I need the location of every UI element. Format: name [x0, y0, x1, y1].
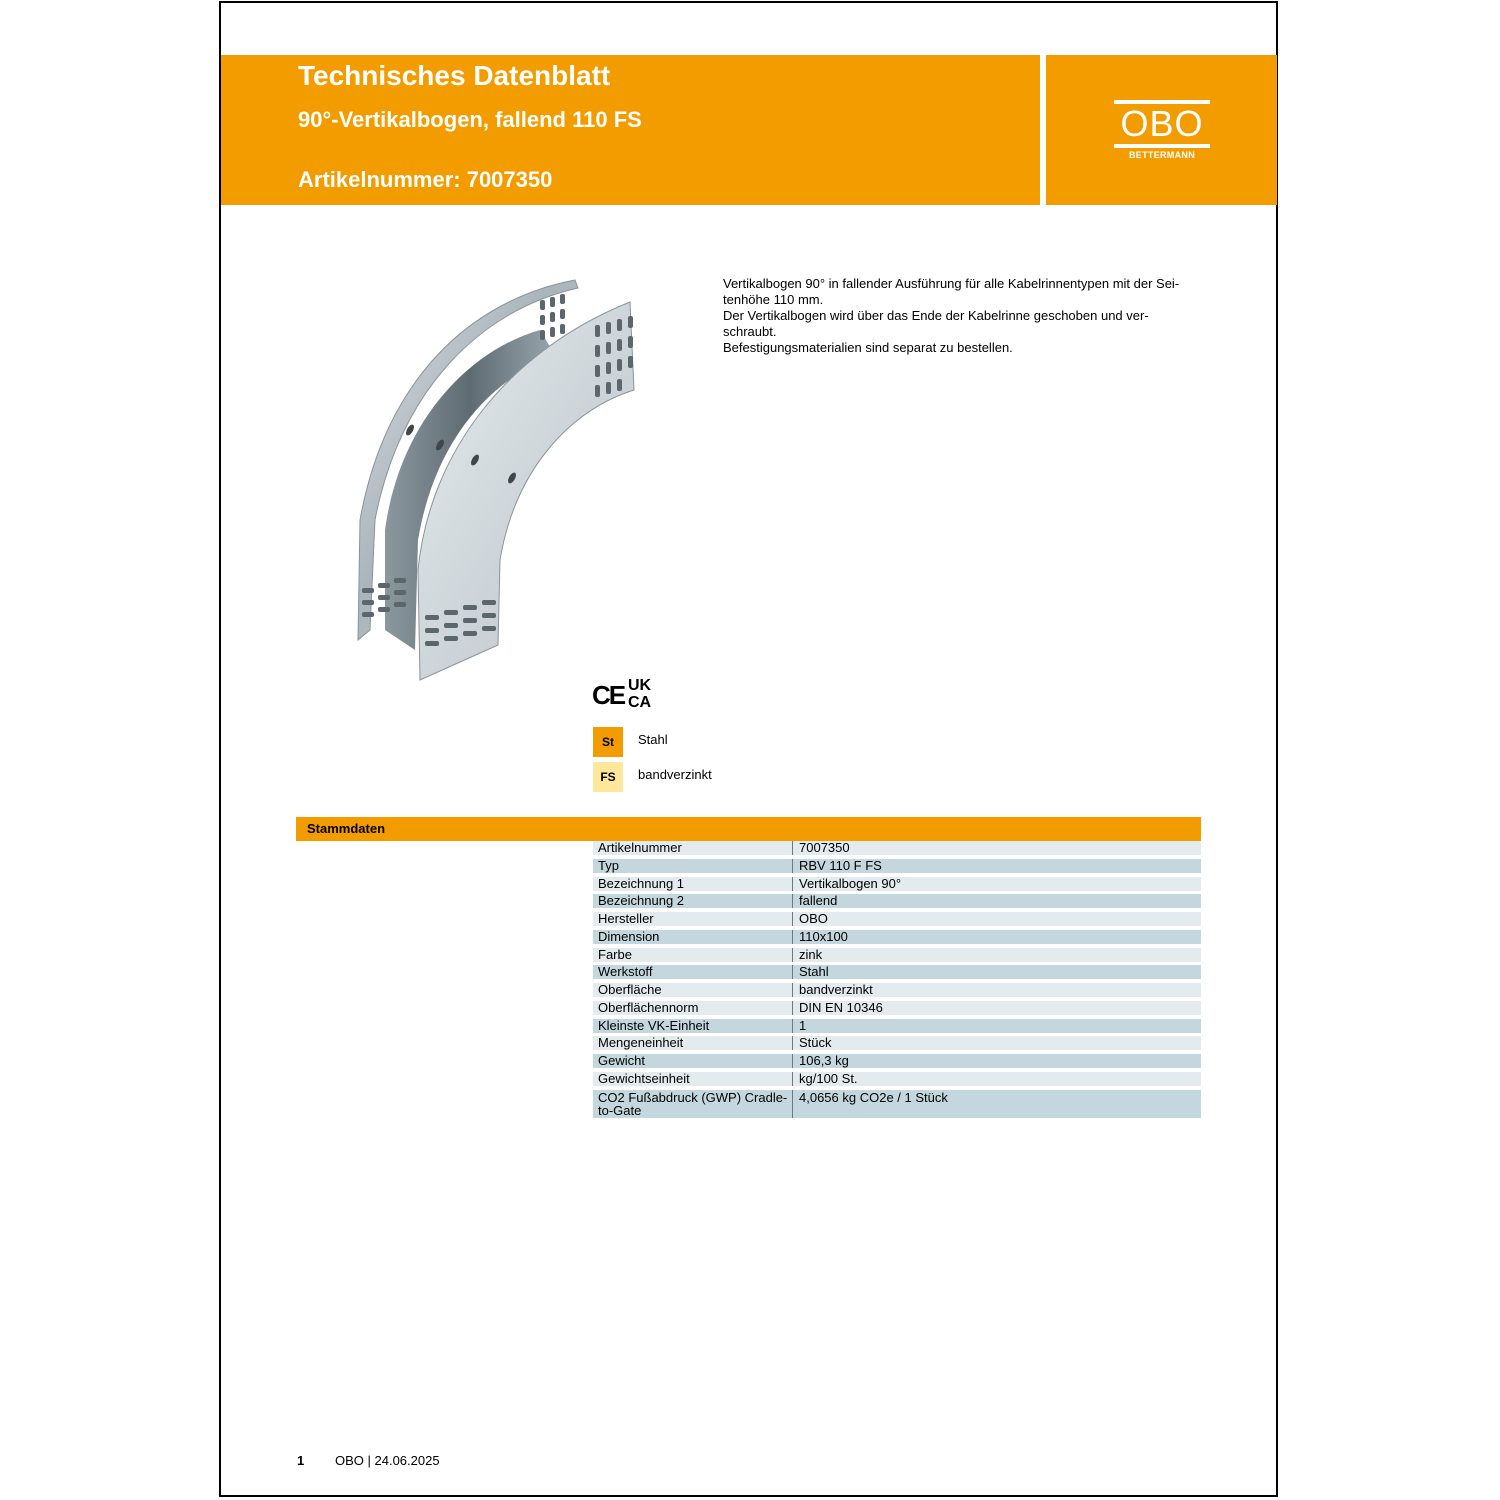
- row-value: 7007350: [799, 840, 850, 855]
- table-row: [593, 948, 1201, 962]
- product-description: [723, 276, 1203, 356]
- row-key: Gewichtseinheit: [593, 1072, 793, 1086]
- row-value: 1: [799, 1017, 807, 1033]
- table-row: [593, 841, 1201, 855]
- description-line: schraubt.: [723, 324, 777, 339]
- table-row: [593, 912, 1201, 926]
- row-value: Stahl: [799, 964, 829, 980]
- table-row: [593, 983, 1201, 997]
- table-row: [593, 965, 1201, 979]
- section-title: Stammdaten: [307, 821, 386, 836]
- table-row: [593, 894, 1201, 908]
- row-value: zink: [799, 946, 823, 962]
- row-key: Oberfläche: [593, 983, 793, 997]
- header-divider: [1040, 55, 1046, 205]
- ukca-mark-bottom: CA: [628, 694, 652, 711]
- spec-table: [593, 841, 1201, 1121]
- obo-logo: [1110, 100, 1214, 164]
- logo-text: OBO: [1120, 103, 1204, 144]
- table-row: [593, 877, 1201, 891]
- table-row: [593, 1036, 1201, 1050]
- row-value: Vertikalbogen 90°: [799, 875, 902, 891]
- description-line: Der Vertikalbogen wird über das Ende der Kabelrinne geschoben und ver-: [723, 308, 1149, 323]
- material-badge-fs: FS: [593, 762, 623, 792]
- material-badge-st: St: [593, 727, 623, 757]
- logo-subtext: BETTERMANN: [1129, 150, 1195, 160]
- row-key: Mengeneinheit: [593, 1036, 793, 1050]
- row-key: Dimension: [593, 930, 793, 944]
- row-key: Kleinste VK-Einheit: [593, 1019, 793, 1033]
- table-row: [593, 1072, 1201, 1086]
- certification-marks: [592, 678, 672, 714]
- row-key: Farbe: [593, 948, 793, 962]
- row-value: kg/100 St.: [799, 1070, 858, 1086]
- footer-text: OBO | 24.06.2025: [335, 1453, 440, 1468]
- product-subtitle: 90°-Vertikalbogen, fallend 110 FS: [298, 107, 642, 132]
- description-line: Vertikalbogen 90° in fallender Ausführung für alle Kabelrinnentypen mit der Sei-: [723, 276, 1180, 291]
- article-number-heading: Artikelnummer: 7007350: [298, 167, 553, 192]
- row-key: Werkstoff: [593, 965, 793, 979]
- row-value: fallend: [799, 893, 838, 909]
- row-value: bandverzinkt: [799, 982, 873, 997]
- description-line: tenhöhe 110 mm.: [723, 292, 824, 307]
- row-value: 4,0656 kg CO2e / 1 Stück: [799, 1089, 948, 1105]
- table-row: [593, 1019, 1201, 1033]
- table-row: [593, 930, 1201, 944]
- row-value: RBV 110 F FS: [799, 857, 882, 873]
- row-value: DIN EN 10346: [799, 999, 883, 1015]
- row-key: Oberflächennorm: [593, 1001, 793, 1015]
- description-line: Befestigungsmaterialien sind separat zu bestellen.: [723, 340, 1013, 355]
- page-title: Technisches Datenblatt: [298, 60, 611, 91]
- section-header-bar: [296, 817, 1201, 841]
- ce-mark: CE: [592, 680, 625, 710]
- material-label-steel: Stahl: [638, 732, 668, 747]
- row-value: OBO: [799, 911, 828, 926]
- table-row: [593, 859, 1201, 873]
- row-key: Gewicht: [593, 1054, 793, 1068]
- row-key: Hersteller: [593, 912, 793, 926]
- row-key: Bezeichnung 2: [593, 894, 793, 908]
- logo-bar-bottom: [1114, 144, 1210, 148]
- row-key: CO2 Fußabdruck (GWP) Cradle-to-Gate: [593, 1090, 793, 1118]
- row-value: Stück: [799, 1035, 832, 1051]
- page-sheet: [219, 1, 1278, 1497]
- row-value: 110x100: [799, 928, 848, 944]
- page-number: 1: [297, 1453, 305, 1468]
- table-row: [593, 1090, 1201, 1118]
- row-key: Artikelnummer: [593, 841, 793, 855]
- row-value: 106,3 kg: [799, 1053, 849, 1068]
- row-key: Typ: [593, 859, 793, 873]
- ukca-mark-top: UK: [628, 677, 652, 694]
- product-image: [340, 270, 660, 690]
- table-row: [593, 1054, 1201, 1068]
- table-row: [593, 1001, 1201, 1015]
- material-label-surface: bandverzinkt: [638, 767, 712, 782]
- row-key: Bezeichnung 1: [593, 877, 793, 891]
